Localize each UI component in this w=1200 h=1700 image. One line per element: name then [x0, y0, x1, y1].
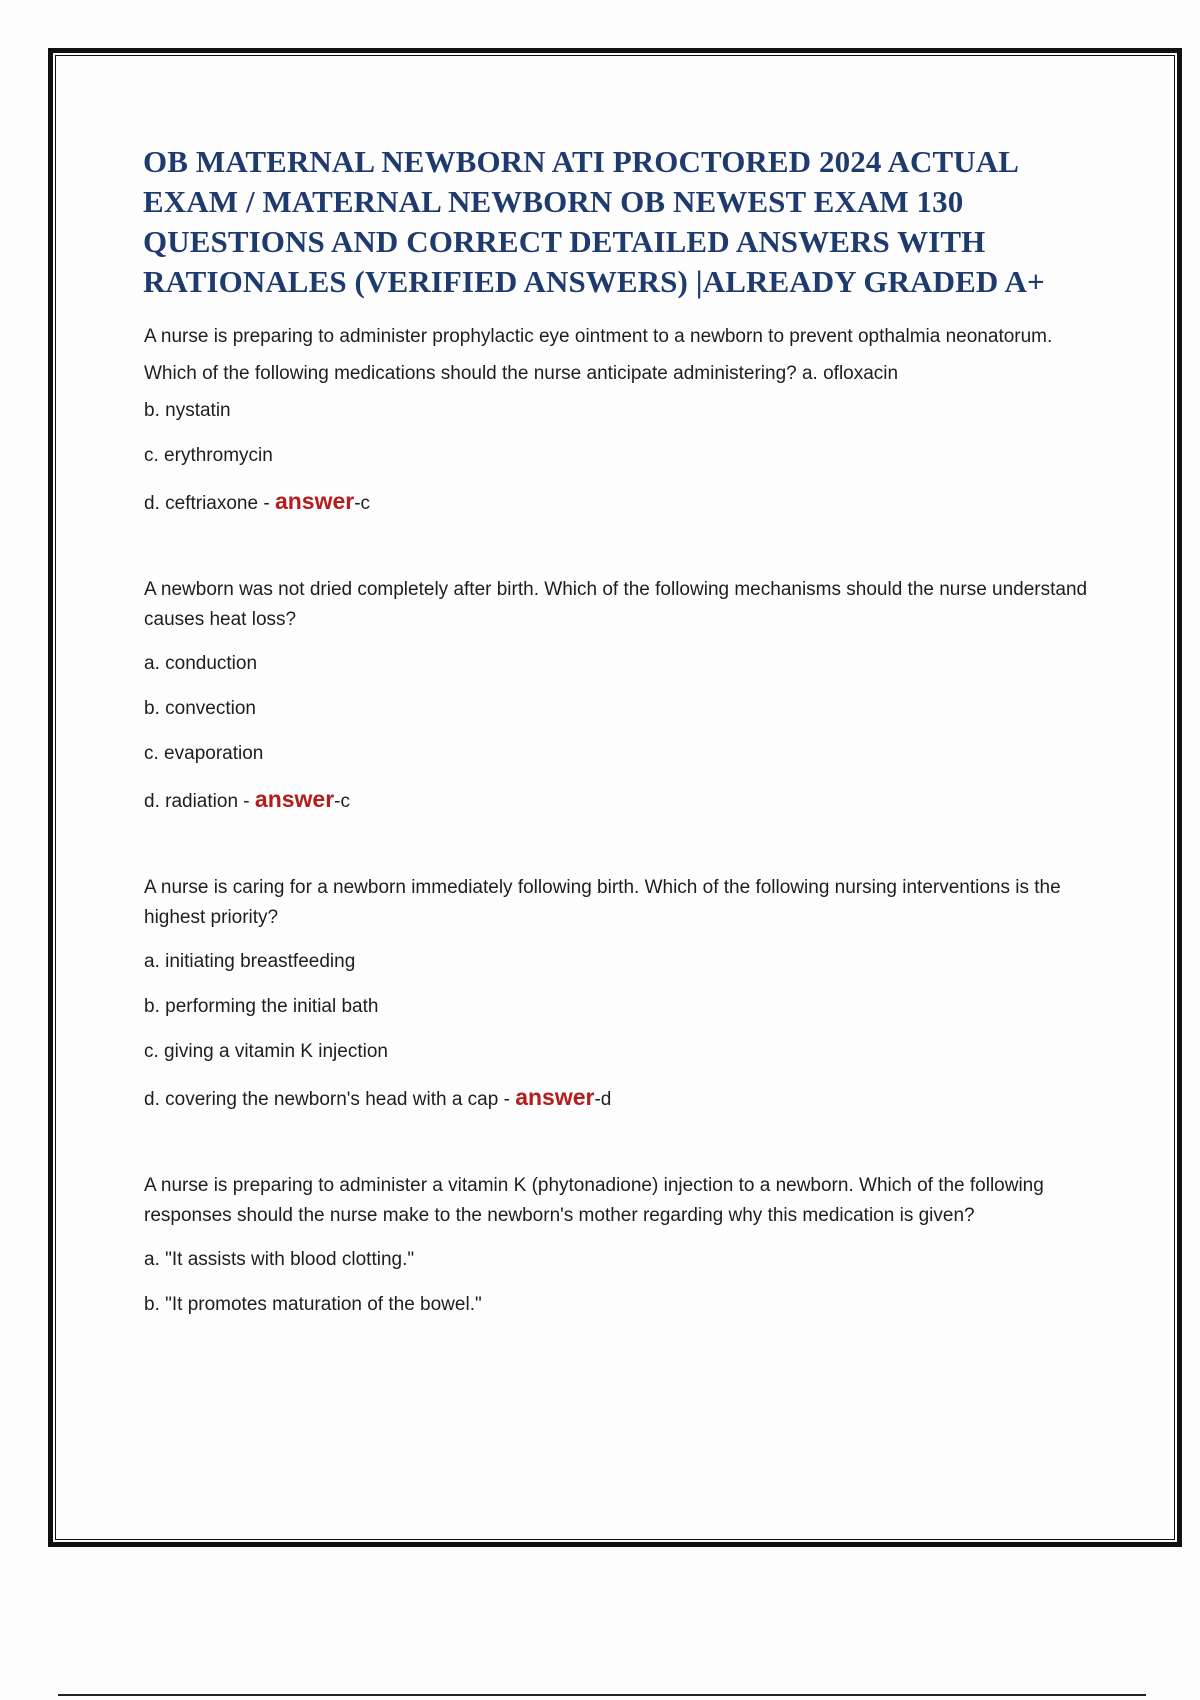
option-with-answer [144, 488, 1104, 517]
option: c. giving a vitamin K injection [144, 1041, 388, 1062]
question-1 [144, 318, 1104, 517]
option-with-answer [144, 786, 1104, 815]
option: b. "It promotes maturation of the bowel." [144, 1294, 482, 1315]
question-stem: A nurse is caring for a newborn immediately following birth. Which of the following nursing interventions is the highest priority? [144, 877, 1061, 928]
option-with-answer [144, 1084, 1104, 1113]
option: c. evaporation [144, 743, 264, 764]
question-2 [144, 575, 1104, 815]
answer-separator: - [258, 493, 275, 514]
question-stem: A newborn was not dried completely after birth. Which of the following mechanisms should the nurse understand causes heat loss? [144, 579, 1088, 630]
option: b. performing the initial bath [144, 996, 379, 1017]
question-stem: A nurse is preparing to administer a vitamin K (phytonadione) injection to a newborn. Which of the following responses should the nurse make to the newborn's mother regarding why this medication is given? [144, 1175, 1044, 1226]
answer-value: -d [594, 1089, 612, 1110]
option-text: d. radiation [144, 791, 239, 812]
answer-label: answer [274, 488, 355, 514]
answer-separator: - [498, 1089, 516, 1110]
option-text: d. covering the newborn's head with a cap [144, 1089, 499, 1110]
option-text: d. ceftriaxone [144, 493, 259, 514]
option: b. nystatin [144, 400, 231, 421]
question-stem: A nurse is preparing to administer prophylactic eye ointment to a newborn to prevent opthalmia neonatorum. Which of the following medications should the nurse anticipate administering? a. ofloxacin [144, 326, 1053, 384]
answer-label: answer [254, 786, 335, 812]
answer-label: answer [515, 1084, 595, 1110]
document-title: OB MATERNAL NEWBORN ATI PROCTORED 2024 ACTUAL EXAM / MATERNAL NEWBORN OB NEWEST EXAM 130 QUESTIONS AND CORRECT DETAILED ANSWERS WITH RATIONALES (VERIFIED ANSWERS) |ALREADY GRADED A+ [143, 144, 1045, 299]
answer-value: -c [354, 493, 371, 514]
answer-separator: - [238, 791, 255, 812]
option: a. "It assists with blood clotting." [144, 1249, 415, 1270]
footer-rule [58, 1694, 1146, 1696]
answer-value: -c [334, 791, 350, 812]
option: b. convection [144, 698, 256, 719]
question-3 [144, 873, 1104, 1113]
question-list [144, 318, 1104, 1352]
question-4 [144, 1171, 1104, 1318]
option: a. conduction [144, 653, 258, 674]
option: a. initiating breastfeeding [144, 951, 356, 972]
option: c. erythromycin [144, 445, 273, 466]
